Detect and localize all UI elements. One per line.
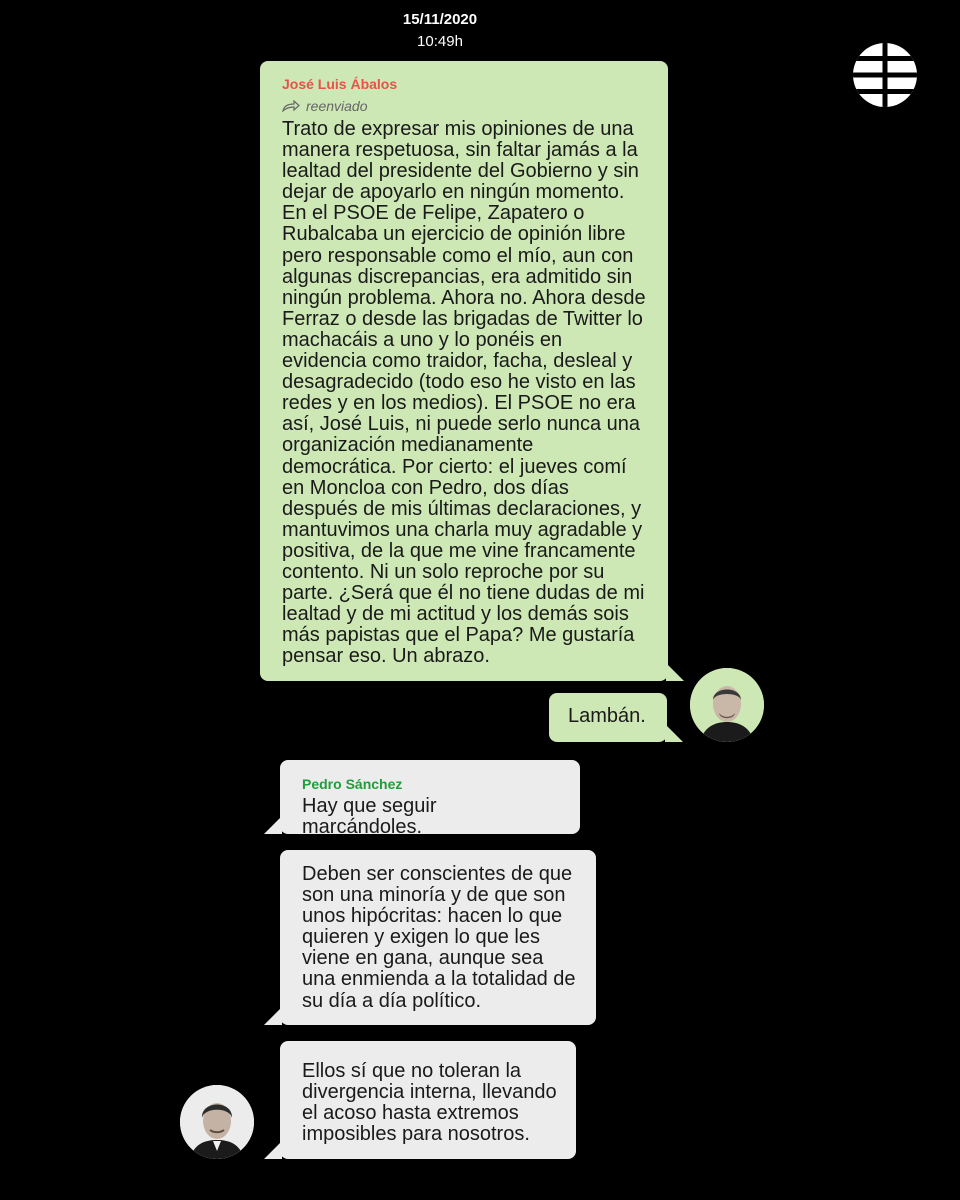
- message-text: Ellos sí que no toleran la divergencia interna, llevando el acoso hasta extremos imposibles para nosotros.: [302, 1060, 557, 1146]
- forwarded-indicator: [282, 97, 650, 115]
- globe-grid-logo-icon: [852, 42, 918, 108]
- message-text: Lambán.: [568, 705, 646, 727]
- bubble-tail: [264, 816, 282, 834]
- message-text: Hay que seguir marcándoles.: [302, 795, 437, 839]
- forwarded-label: reenviado: [306, 98, 368, 114]
- message-bubble-forwarded[interactable]: [260, 61, 668, 681]
- avatar[interactable]: [180, 1085, 254, 1159]
- message-text: Deben ser conscientes de que son una minoría y de que son unos hipócritas: hacen lo que quieren y exigen lo que les viene en gana, aunque sea una enmienda a la totalidad de su día a día político.: [302, 863, 576, 1012]
- message-bubble[interactable]: [280, 1041, 576, 1159]
- chat-header: [0, 10, 880, 53]
- avatar-photo-icon: [180, 1085, 254, 1159]
- message-bubble[interactable]: [549, 693, 667, 742]
- sender-name: José Luis Ábalos: [282, 76, 398, 92]
- bubble-tail: [665, 724, 683, 742]
- avatar[interactable]: [690, 668, 764, 742]
- message-time: 10:49h: [417, 33, 463, 50]
- message-text: Trato de expresar mis opiniones de una manera respetuosa, sin faltar jamás a la lealtad del presidente del Gobierno y sin dejar de apoyarlo en ningún momento. En el PSOE de Felipe, Zapatero o Rubalcaba un ejercicio de opinión libre pero responsable como el mío, aun con algunas discrepancias, era admitido sin ningún problema. Ahora no. Ahora desde Ferraz o desde las brigadas de Twitter lo machacáis a uno y lo ponéis en evidencia como traidor, facha, desleal y desagradecido (todo eso he visto en las redes y en los medios). El PSOE no era así, José Luis, ni puede serlo nunca una organización medianamente democrática. Por cierto: el jueves comí en Moncloa con Pedro, dos días después de mis últimas declaraciones, y mantuvimos una charla muy agradable y positiva, de la que me vine francamente contento. Ni un solo reproche por su parte. ¿Será que él no tiene dudas de mi lealtad y de mi actitud y los demás sois más papistas que el Papa? Me gustaría pensar eso. Un abrazo.: [282, 118, 646, 668]
- message-date: 15/11/2020: [402, 11, 478, 28]
- forward-arrow-icon: [282, 100, 300, 112]
- avatar-photo-icon: [690, 668, 764, 742]
- bubble-tail: [264, 1007, 282, 1025]
- bubble-tail: [264, 1141, 282, 1159]
- sender-name: Pedro Sánchez: [302, 776, 403, 792]
- message-bubble[interactable]: [280, 760, 580, 839]
- bubble-tail: [666, 663, 684, 681]
- message-bubble[interactable]: [280, 850, 596, 1025]
